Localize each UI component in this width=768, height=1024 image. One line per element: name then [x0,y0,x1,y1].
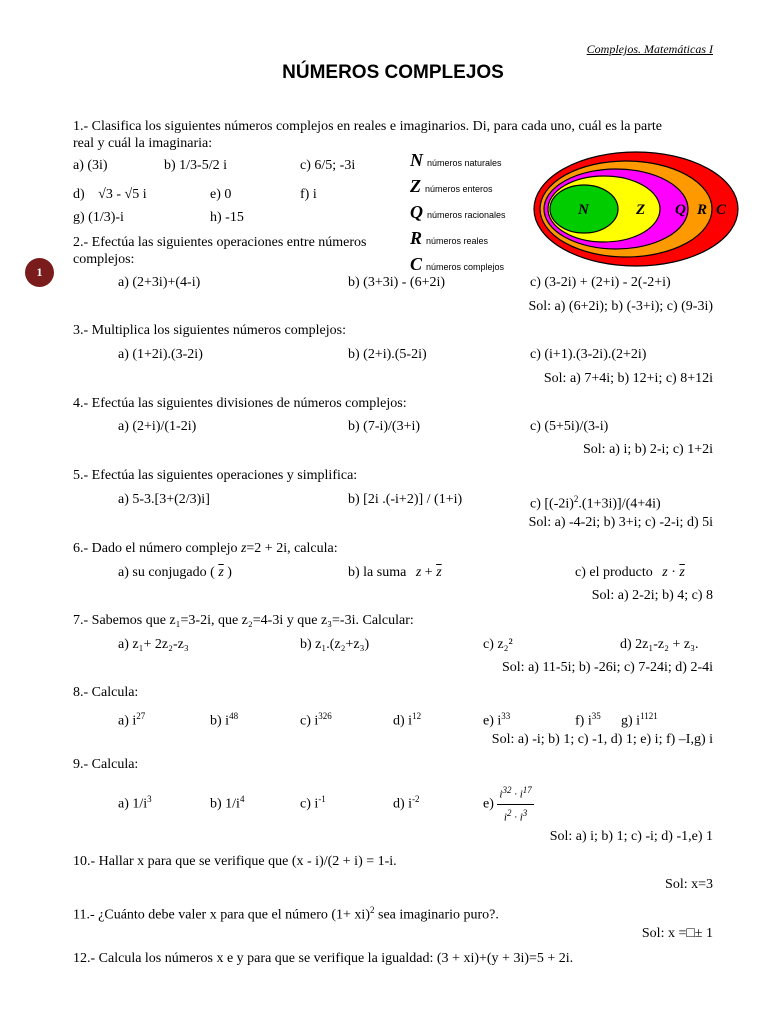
ex2-statement-line1: 2.- Efectúa las siguientes operaciones entre números [73,235,367,250]
ex8-item-exponent: 326 [318,711,332,721]
exponent: 17 [522,785,532,795]
ring-label-r: R [697,202,708,218]
ex4-solution: Sol: a) i; b) 2-i; c) 1+2i [583,442,713,457]
number-sets-legend [410,150,530,280]
ex9-item-exponent: -1 [318,794,326,804]
ex8-item-e [483,708,510,730]
ex1-item-c: c) 6/5; -3i [300,158,356,173]
ex4-item-c: c) (5+5i)/(3-i) [530,419,609,434]
ex11-statement-exponent: 2 [370,905,375,915]
ex8-item-label: f) i [575,713,592,729]
ex1-statement-line2: real y cuál la imaginaria: [73,136,213,151]
base: i [519,811,523,824]
ex9-item-exponent: 4 [239,794,245,804]
ex5-item-c-pre: c) [(-2i) [530,496,574,512]
base: i [503,811,507,824]
ex4-statement: 4.- Efectúa las siguientes divisiones de números complejos: [73,396,407,411]
ex2-item-a: a) (2+3i)+(4-i) [118,275,201,290]
ex9-item-a [118,791,152,813]
symbol-n-icon: N [410,150,423,170]
ex6-item-a-post: ) [227,565,232,580]
ex7-item-d: d) 2z₁-z₂ + z₃. [620,637,699,652]
ex3-item-a: a) (1+2i).(3-2i) [118,347,203,362]
course-header: Complejos. Matemáticas I [586,42,713,56]
ex10-statement: 10.- Hallar x para que se verifique que (x - i)/(2 + i) = 1-i. [73,854,397,869]
ex9-item-label: a) 1/i [118,796,148,812]
ex9-item-b [210,791,244,813]
ex4-item-b: b) (7-i)/(3+i) [348,419,421,434]
symbol-c-icon: C [410,254,423,274]
exponent: 3 [522,807,528,818]
ex8-item-exponent: 27 [136,711,146,721]
ex6-statement-z: z [240,541,247,556]
symbol-q-icon: Q [410,202,423,222]
base: i [499,788,503,801]
legend-row-z [410,176,530,202]
legend-label: números naturales [427,158,502,168]
legend-row-q [410,202,530,228]
ex6-statement [73,540,338,557]
ex4-item-a: a) (2+i)/(1-2i) [118,419,197,434]
ex5-solution: Sol: a) -4-2i; b) 3+i; c) -2-i; d) 5i [528,515,713,530]
ex6-item-c [575,564,685,581]
ex8-item-label: g) i [621,713,641,729]
ex6-item-a-pre: a) su conjugado ( [118,565,215,580]
ex9-item-e-denominator [497,805,533,827]
ex9-item-d [393,791,420,813]
ex6-statement-pre: 6.- Dado el número complejo [73,541,238,556]
ex10-solution: Sol: x=3 [665,877,713,892]
ex7-item-a: a) z₁+ 2z₂-z₃ [118,637,189,652]
ex12-statement: 12.- Calcula los números x e y para que se verifique la igualdad: (3 + xi)+(y + 3i)=5 + 2i. [73,951,574,966]
ex6-statement-post: =2 + 2i, calcula: [246,541,338,556]
ex9-item-label: c) i [300,796,319,812]
ex8-item-label: c) i [300,713,319,729]
ex1-item-d-label: d) [73,187,85,202]
ex8-item-a [118,708,145,730]
ex9-item-exponent: 3 [147,794,152,804]
ex8-statement: 8.- Calcula: [73,685,139,700]
page-title: NÚMEROS COMPLEJOS [282,62,504,83]
ex9-item-e-fraction [497,782,533,826]
ex1-item-d [73,186,147,203]
ex1-item-b: b) 1/3-5/2 i [164,158,227,173]
ex8-item-label: b) i [210,713,230,729]
ex6-solution: Sol: a) 2-2i; b) 4; c) 8 [591,588,713,603]
ex5-item-c [530,491,661,513]
ex2-item-b: b) (3+3i) - (6+2i) [348,275,446,290]
ex1-item-d-expr: √3 - √5 i [98,187,147,202]
ex1-item-a: a) (3i) [73,158,108,173]
legend-label: números racionales [427,210,506,220]
legend-row-r [410,228,530,254]
ring-label-z: Z [636,202,646,218]
ex9-item-label: d) i [393,796,413,812]
ex8-item-exponent: 1121 [640,711,658,721]
ex9-item-e [483,782,534,826]
ex8-item-label: d) i [393,713,413,729]
ex2-solution: Sol: a) (6+2i); b) (-3+i); c) (9-3i) [528,299,713,314]
symbol-z-icon: Z [410,176,421,196]
ex1-item-f: f) i [300,187,317,202]
ex8-solution: Sol: a) -i; b) 1; c) -1, d) 1; e) i; f) –I,g) i [491,732,713,747]
ex6-item-c-zbar: $\overline{z}$ [679,565,685,580]
symbol-r-icon: R [410,228,423,248]
ex8-item-label: a) i [118,713,137,729]
ex7-item-c: c) z₂² [483,637,513,652]
ex5-item-a: a) 5-3.[3+(2/3)i] [118,492,210,507]
ex11-solution: Sol: x =□± 1 [641,926,713,941]
ex1-item-h: h) -15 [210,210,244,225]
ex7-solution: Sol: a) 11-5i; b) -26i; c) 7-24i; d) 2-4i [502,660,713,675]
ex8-item-exponent: 12 [412,711,422,721]
ex9-solution: Sol: a) i; b) 1; c) -i; d) -1,e) 1 [549,829,713,844]
ex5-item-c-post: .(1+3i)]/(4+4i) [578,496,661,512]
ring-label-n: N [578,202,589,218]
ex9-item-exponent: -2 [412,794,420,804]
page-number-badge: 1 [25,258,54,287]
ex5-item-c-exponent: 2 [573,494,579,504]
ex1-item-g: g) (1/3)-i [73,210,124,225]
ex6-item-b-pre: b) la suma [348,565,407,580]
ex2-item-c: c) (3-2i) + (2+i) - 2(-2+i) [530,275,671,290]
ex6-item-c-pre: c) el producto [575,565,653,580]
number-sets-diagram [532,150,740,268]
ex11-statement-post: sea imaginario puro?. [374,907,499,923]
ex1-statement-line1: 1.- Clasifica los siguientes números complejos en reales e imaginarios. Di, para cada uno, cuál es la parte [73,119,662,134]
ex8-item-exponent: 48 [229,711,239,721]
legend-label: números enteros [425,184,493,194]
ex9-item-e-numerator [497,782,533,805]
ex6-item-b-zbar: $\overline{z}$ [436,565,442,580]
ex6-item-a-zbar: $\overline{z}$ [218,565,224,580]
ex8-item-g [621,708,658,730]
ex8-item-c [300,708,332,730]
ex9-statement: 9.- Calcula: [73,757,139,772]
exponent: 32 [502,785,512,795]
ex9-item-e-label: e) [483,796,494,812]
legend-label: números reales [426,236,489,246]
dot: · [514,811,517,824]
ex6-item-b-z: z [415,565,422,580]
base: i [519,788,523,801]
ex3-statement: 3.- Multiplica los siguientes números complejos: [73,323,346,338]
ex2-statement-line2: complejos: [73,252,135,267]
ex6-item-c-z: z [662,565,668,580]
ex6-item-c-dot: · [667,565,680,580]
ex3-solution: Sol: a) 7+4i; b) 12+i; c) 8+12i [543,371,713,386]
ex8-item-exponent: 33 [501,711,511,721]
ex5-item-b: b) [2i .(-i+2)] / (1+i) [348,492,463,507]
ex11-statement [73,902,499,924]
exponent: 2 [506,807,512,818]
ex11-statement-pre: 11.- ¿Cuánto debe valer x para que el número (1+ xi) [73,907,370,923]
ex6-item-b-plus: + [421,565,437,580]
ex9-item-c [300,791,326,813]
ex8-item-label: e) i [483,713,502,729]
legend-row-n [410,150,530,176]
ex8-item-exponent: 35 [591,711,601,721]
legend-label: números complejos [426,262,505,272]
ex8-item-b [210,708,238,730]
ex1-item-e: e) 0 [210,187,232,202]
ex3-item-c: c) (i+1).(3-2i).(2+2i) [530,347,647,362]
ex5-statement: 5.- Efectúa las siguientes operaciones y simplifica: [73,468,358,483]
ex7-item-b: b) z₁.(z₂+z₃) [300,637,370,652]
ring-label-q: Q [675,202,686,218]
ex7-statement: 7.- Sabemos que z₁=3-2i, que z₂=4-3i y que z₃=-3i. Calcular: [73,613,414,628]
ex8-item-d [393,708,421,730]
ex8-item-f [575,708,601,730]
ex6-item-b [348,564,442,581]
ex9-item-label: b) 1/i [210,796,240,812]
ex3-item-b: b) (2+i).(5-2i) [348,347,427,362]
ex6-item-a [118,564,232,581]
dot: · [514,788,517,801]
ring-label-c: C [716,202,727,218]
